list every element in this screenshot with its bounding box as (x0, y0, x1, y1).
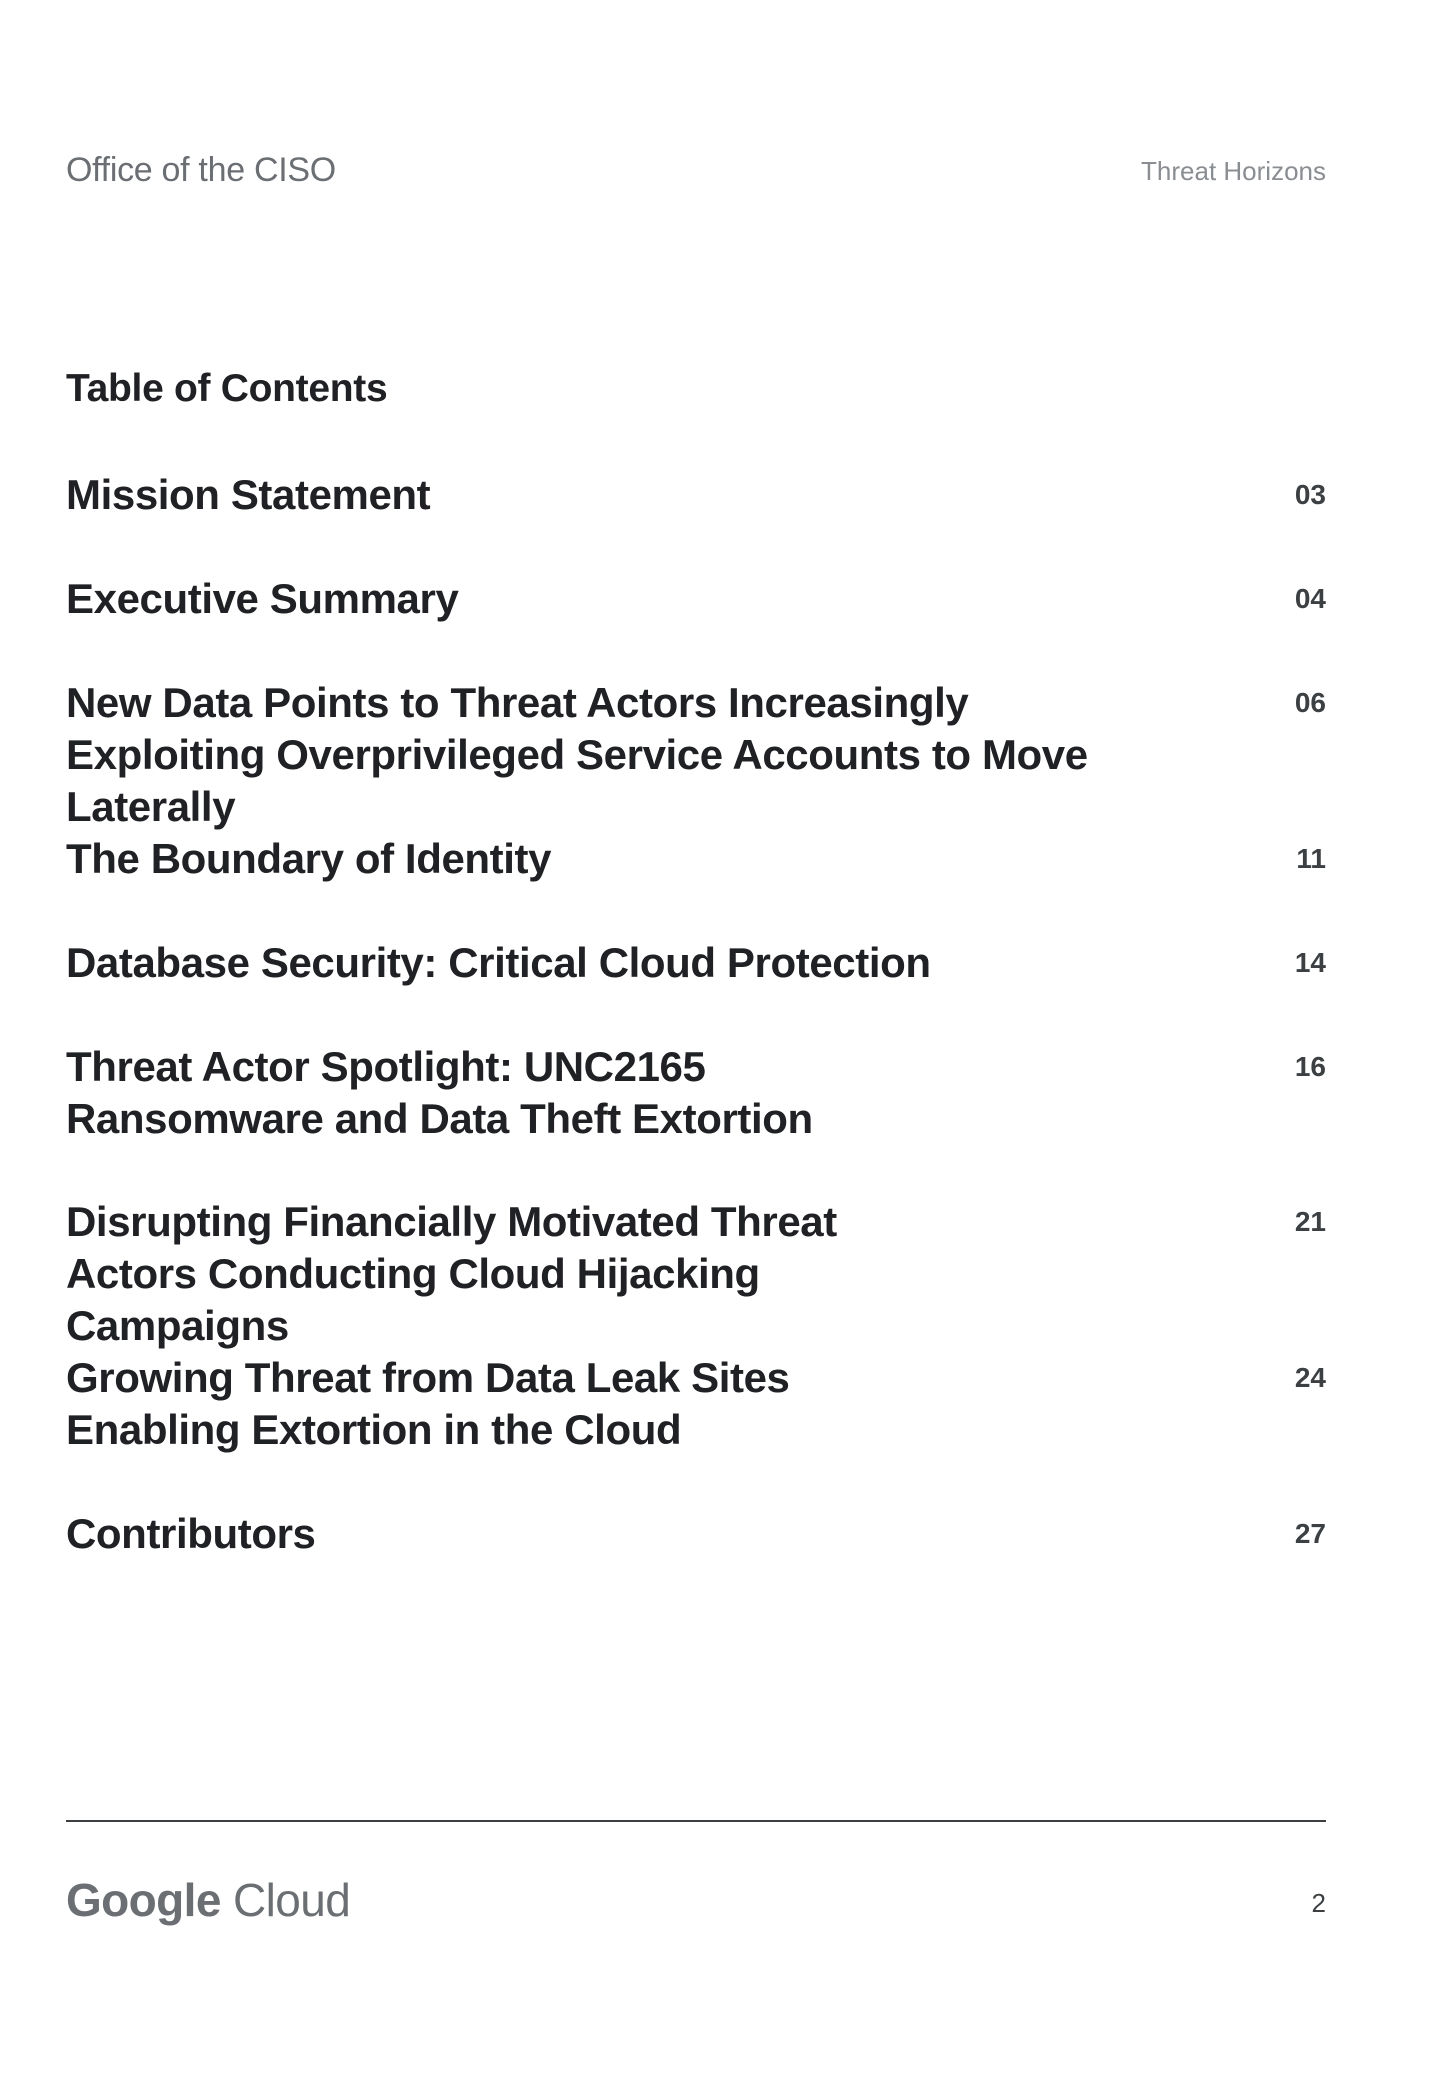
toc-entry-page: 21 (1294, 1206, 1326, 1237)
toc-entry-mission-statement[interactable] (66, 469, 1326, 579)
toc-entry-title: Contributors (66, 1510, 316, 1557)
toc-heading: Table of Contents (66, 367, 388, 410)
logo-word-cloud: Cloud (233, 1874, 351, 1926)
toc-entry-title: Database Security: Critical Cloud Protection (66, 939, 931, 986)
toc-entry-data-leak-sites[interactable] (66, 1352, 1326, 1462)
footer-divider (66, 1820, 1326, 1822)
toc-entry-page: 24 (1294, 1362, 1326, 1393)
toc-entry-title: The Boundary of Identity (66, 835, 552, 882)
toc-entry-title: Threat Actor Spotlight: UNC2165 Ransomware and Data Theft Extortion (66, 1043, 813, 1142)
toc-entry-page: 14 (1294, 947, 1326, 978)
header-report-title: Threat Horizons (1141, 156, 1326, 186)
toc-entry-title: Growing Threat from Data Leak Sites Enabling Extortion in the Cloud (66, 1354, 790, 1453)
toc-entry-title: Mission Statement (66, 471, 431, 518)
toc-entry-title: Disrupting Financially Motivated Threat Actors Conducting Cloud Hijacking Campaigns (66, 1198, 837, 1349)
toc-entry-new-data-points[interactable] (66, 677, 1326, 830)
toc-entry-boundary-of-identity[interactable] (66, 833, 1326, 943)
toc-entry-title: New Data Points to Threat Actors Increasingly Exploiting Overprivileged Service Accounts to Move Laterally (66, 679, 1088, 830)
header-org-title: Office of the CISO (66, 151, 336, 189)
toc-entry-disrupting-threat-actors[interactable] (66, 1196, 1326, 1349)
page-number: 2 (1311, 1888, 1326, 1918)
toc-entry-page: 03 (1294, 479, 1326, 510)
toc-entry-contributors[interactable] (66, 1508, 1326, 1618)
toc-entry-page: 16 (1294, 1051, 1326, 1082)
google-cloud-logo (66, 1872, 350, 1928)
toc-entry-page: 04 (1294, 583, 1326, 614)
toc-entry-title: Executive Summary (66, 575, 459, 622)
toc-entry-threat-actor-spotlight[interactable] (66, 1041, 1326, 1151)
toc-entry-page: 27 (1294, 1518, 1326, 1549)
toc-entry-executive-summary[interactable] (66, 573, 1326, 683)
toc-entry-database-security[interactable] (66, 937, 1326, 1047)
toc-entry-page: 06 (1294, 687, 1326, 718)
toc-entry-page: 11 (1296, 843, 1326, 874)
logo-word-google: Google (66, 1874, 221, 1926)
